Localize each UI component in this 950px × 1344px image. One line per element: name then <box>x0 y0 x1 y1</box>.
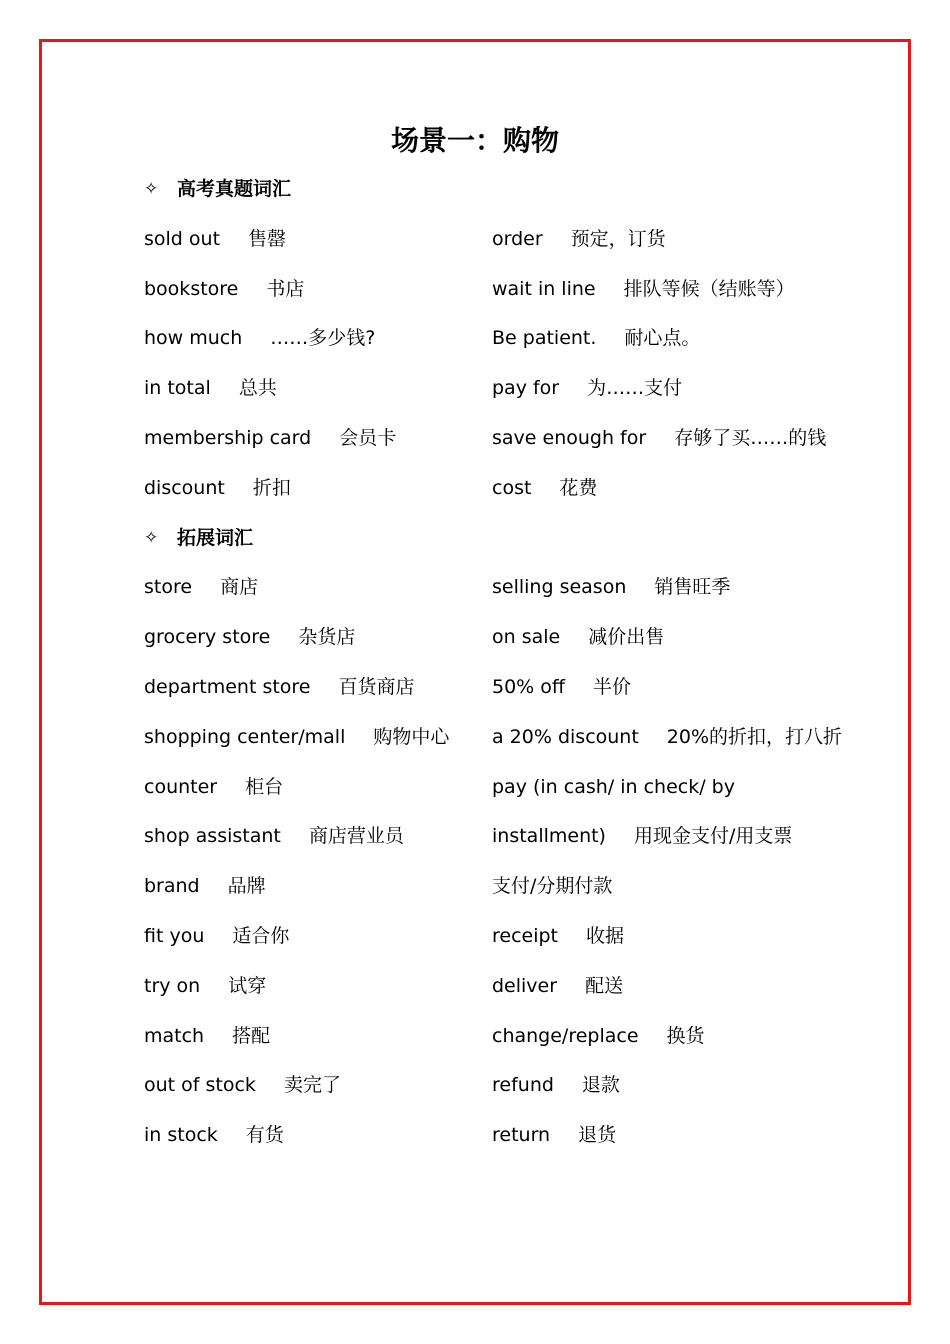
vocab-chinese: 收据 <box>586 924 625 947</box>
vocab-row <box>0 1012 950 1062</box>
section-heading <box>0 165 950 215</box>
vocab-entry <box>492 563 730 613</box>
vocab-chinese: 卖完了 <box>283 1074 341 1097</box>
vocab-entry <box>144 1012 270 1062</box>
vocab-english: discount <box>144 476 225 499</box>
vocab-chinese: 百货商店 <box>338 675 415 698</box>
vocab-entry <box>144 1061 341 1111</box>
vocab-english: match <box>144 1024 205 1047</box>
vocab-row <box>0 862 950 912</box>
vocab-chinese: 商店 <box>220 576 259 599</box>
section-heading-text: 高考真题词汇 <box>177 178 292 200</box>
vocab-entry <box>144 663 415 713</box>
vocab-entry <box>144 763 283 813</box>
vocabulary-list <box>0 165 950 1161</box>
vocab-chinese: 试穿 <box>228 974 267 997</box>
vocab-entry <box>492 962 623 1012</box>
vocab-english: change/replace <box>492 1024 639 1047</box>
vocab-row <box>0 1111 950 1161</box>
vocab-entry <box>492 1012 705 1062</box>
vocab-entry <box>144 613 355 663</box>
vocab-chinese: 半价 <box>593 675 632 698</box>
vocab-chinese: 预定，订货 <box>570 227 666 250</box>
vocab-entry <box>144 265 304 315</box>
vocab-chinese: 花费 <box>559 476 598 499</box>
vocab-chinese: 总共 <box>238 377 277 400</box>
vocab-row <box>0 962 950 1012</box>
vocab-chinese: 退款 <box>581 1074 620 1097</box>
vocab-english: save enough for <box>492 426 647 449</box>
vocab-english: on sale <box>492 626 561 649</box>
vocab-entry <box>144 1111 284 1161</box>
vocab-row <box>0 763 950 813</box>
vocab-chinese: 品牌 <box>227 875 266 898</box>
vocab-english: shop assistant <box>144 825 281 848</box>
vocab-chinese: 换货 <box>666 1024 705 1047</box>
vocab-chinese: 书店 <box>266 277 305 300</box>
vocab-chinese: 适合你 <box>232 924 290 947</box>
vocab-english: how much <box>144 327 243 350</box>
vocab-chinese: 折扣 <box>252 476 291 499</box>
vocab-entry <box>492 862 612 912</box>
vocab-row <box>0 414 950 464</box>
vocab-english: sold out <box>144 227 221 250</box>
vocab-english: try on <box>144 974 201 997</box>
vocab-english: membership card <box>144 426 312 449</box>
vocab-row <box>0 314 950 364</box>
vocab-entry <box>144 862 266 912</box>
vocab-row <box>0 912 950 962</box>
vocab-row <box>0 613 950 663</box>
vocab-chinese: 柜台 <box>245 775 284 798</box>
section-heading <box>0 514 950 564</box>
vocab-entry <box>144 464 291 514</box>
vocab-entry <box>144 912 289 962</box>
vocab-english: Be patient. <box>492 327 597 350</box>
vocab-english: deliver <box>492 974 558 997</box>
vocab-row <box>0 812 950 862</box>
vocab-english: wait in line <box>492 277 596 300</box>
vocab-chinese: 耐心点。 <box>624 327 701 350</box>
vocab-entry <box>144 414 396 464</box>
vocab-chinese: 用现金支付/用支票 <box>633 825 793 848</box>
vocab-english: a 20% discount <box>492 725 639 748</box>
vocab-chinese: 商店营业员 <box>308 825 404 848</box>
vocab-chinese: ……多少钱? <box>270 327 376 350</box>
vocab-entry <box>144 563 258 613</box>
vocab-english: store <box>144 576 193 599</box>
vocab-entry <box>144 713 449 763</box>
vocab-entry <box>492 663 631 713</box>
vocab-english: return <box>492 1124 551 1147</box>
vocab-entry <box>492 314 700 364</box>
vocab-row <box>0 713 950 763</box>
vocab-english: grocery store <box>144 626 271 649</box>
vocab-chinese: 减价出售 <box>588 626 665 649</box>
vocab-english: receipt <box>492 924 559 947</box>
vocab-english: installment) <box>492 825 606 848</box>
vocab-english: fit you <box>144 924 205 947</box>
vocab-english: in stock <box>144 1124 218 1147</box>
vocab-english: selling season <box>492 576 627 599</box>
vocab-entry <box>144 215 286 265</box>
vocab-entry <box>492 713 842 763</box>
vocab-english: in total <box>144 377 211 400</box>
section-heading-text: 拓展词汇 <box>177 526 254 549</box>
vocab-english: brand <box>144 875 200 898</box>
vocab-chinese: 排队等候（结账等） <box>623 277 795 300</box>
vocab-entry <box>492 812 792 862</box>
four-point-star-icon: ✧ <box>144 527 159 548</box>
vocab-entry <box>492 912 624 962</box>
vocab-row <box>0 663 950 713</box>
vocab-row <box>0 563 950 613</box>
vocab-entry <box>492 364 682 414</box>
vocab-english: shopping center/mall <box>144 725 346 748</box>
vocab-entry <box>492 1111 616 1161</box>
vocab-row <box>0 265 950 315</box>
vocab-chinese: 支付/分期付款 <box>492 875 613 898</box>
vocab-chinese: 购物中心 <box>373 725 450 748</box>
vocab-chinese: 20%的折扣，打八折 <box>666 725 843 748</box>
vocab-chinese: 杂货店 <box>298 626 356 649</box>
vocab-english: order <box>492 227 543 250</box>
vocab-english: out of stock <box>144 1074 256 1097</box>
vocab-entry <box>492 265 795 315</box>
vocab-entry <box>492 1061 620 1111</box>
vocab-chinese: 售罄 <box>248 227 287 250</box>
vocab-chinese: 为……支付 <box>587 377 683 400</box>
vocab-row <box>0 464 950 514</box>
vocab-entry <box>144 364 277 414</box>
vocab-entry <box>492 414 826 464</box>
vocab-english: refund <box>492 1074 554 1097</box>
vocab-chinese: 会员卡 <box>339 426 397 449</box>
vocab-chinese: 配送 <box>585 974 624 997</box>
vocab-row <box>0 1061 950 1111</box>
vocab-english: pay (in cash/ in check/ by <box>492 775 735 798</box>
vocab-chinese: 搭配 <box>232 1024 271 1047</box>
vocab-row <box>0 364 950 414</box>
vocab-english: department store <box>144 675 311 698</box>
vocab-chinese: 销售旺季 <box>654 576 731 599</box>
vocab-entry <box>492 613 664 663</box>
vocab-entry <box>144 962 266 1012</box>
vocab-entry <box>492 763 735 813</box>
vocab-english: pay for <box>492 377 560 400</box>
vocab-entry <box>492 464 597 514</box>
vocab-entry <box>492 215 666 265</box>
vocab-english: counter <box>144 775 218 798</box>
vocab-chinese: 退货 <box>578 1124 617 1147</box>
four-point-star-icon: ✧ <box>144 179 159 199</box>
vocab-entry <box>144 314 375 364</box>
vocab-chinese: 存够了买……的钱 <box>674 426 827 449</box>
vocab-chinese: 有货 <box>245 1124 284 1147</box>
vocab-row <box>0 215 950 265</box>
page-title: 场景一：购物 <box>390 124 559 157</box>
vocab-entry <box>144 812 404 862</box>
vocab-english: cost <box>492 476 532 499</box>
vocab-english: bookstore <box>144 277 239 300</box>
vocab-english: 50% off <box>492 675 565 698</box>
